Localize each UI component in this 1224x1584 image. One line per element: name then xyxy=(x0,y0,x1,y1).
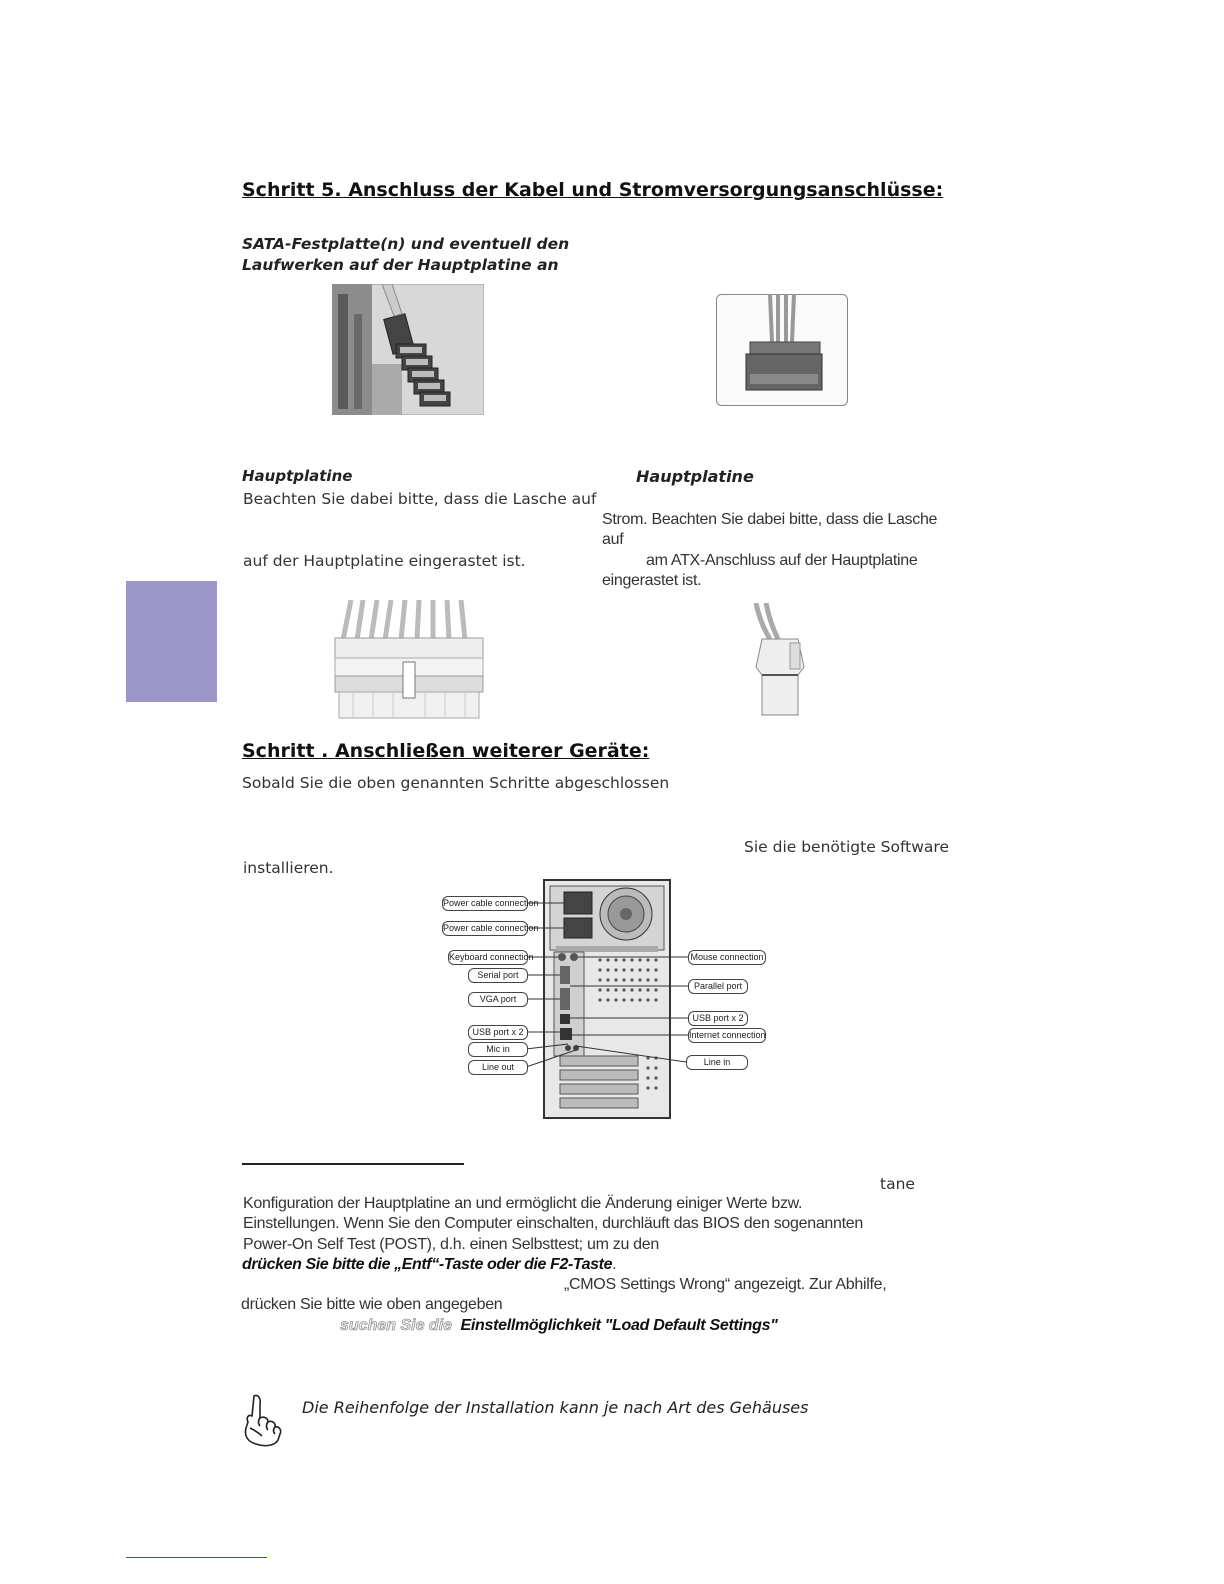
step6-text-line2: Sie die benötigte Software xyxy=(744,838,949,856)
label-internet: Internet connection xyxy=(688,1028,766,1043)
label-power-cable-1: Power cable connection xyxy=(442,896,528,911)
sata-ports-image xyxy=(332,284,484,415)
footnote-line4 xyxy=(242,1256,616,1274)
label-line-in: Line in xyxy=(686,1055,748,1070)
label-mouse: Mouse connection xyxy=(688,950,766,965)
footnote-line3: Power-On Self Test (POST), d.h. einen Selbsttest; um zu den xyxy=(243,1236,659,1253)
label-serial-port: Serial port xyxy=(468,968,528,983)
label-power-cable-2: Power cable connection xyxy=(442,921,528,936)
footnote-line4-end: . xyxy=(612,1256,617,1273)
right-text-line4: eingerastet ist. xyxy=(602,572,702,589)
footnote-line1: Konfiguration der Hauptplatine an und ermöglicht die Änderung einiger Werte bzw. xyxy=(243,1195,803,1212)
step5-title: Schritt 5. Anschluss der Kabel und Stromversorgungsanschlüsse: xyxy=(242,179,944,201)
sata-intro-line1: SATA-Festplatte(n) und eventuell den xyxy=(242,235,570,253)
label-line-out: Line out xyxy=(468,1060,528,1075)
right-heading: Hauptplatine xyxy=(636,467,754,486)
footnote-line0: tane xyxy=(880,1175,915,1193)
label-parallel-port: Parallel port xyxy=(688,979,748,994)
footnote-line5: „CMOS Settings Wrong“ angezeigt. Zur Abhilfe, xyxy=(564,1276,887,1293)
left-text-line2: auf der Hauptplatine eingerastet ist. xyxy=(243,552,526,570)
step6-title: Schritt . Anschließen weiterer Geräte: xyxy=(242,740,650,762)
label-usb-right: USB port x 2 xyxy=(688,1011,748,1026)
sata-power-connector-image xyxy=(716,294,848,406)
footnote-line2: Einstellungen. Wenn Sie den Computer einschalten, durchläuft das BIOS den sogenannten xyxy=(243,1215,863,1232)
label-usb-left: USB port x 2 xyxy=(468,1025,528,1040)
pointing-hand-icon xyxy=(240,1392,286,1448)
footnote-separator xyxy=(242,1163,464,1165)
right-text-line3: am ATX-Anschluss auf der Hauptplatine xyxy=(646,552,918,569)
atx12v-connector-image xyxy=(748,603,810,719)
right-text-line1: Strom. Beachten Sie dabei bitte, dass die Lasche xyxy=(602,511,938,528)
label-mic-in: Mic in xyxy=(468,1042,528,1057)
atx-power-connector-image xyxy=(333,600,485,720)
footnote-line7-faded: suchen Sie die xyxy=(340,1317,453,1334)
note-text: Die Reihenfolge der Installation kann je nach Art des Gehäuses xyxy=(302,1398,809,1417)
footnote-line7-setting: Einstellmöglichkeit "Load Default Settings" xyxy=(460,1317,778,1334)
footnote-line6: drücken Sie bitte wie oben angegeben xyxy=(241,1296,503,1313)
label-vga-port: VGA port xyxy=(468,992,528,1007)
right-text-line2: auf xyxy=(602,531,624,548)
sata-intro-line2: Laufwerken auf der Hauptplatine an xyxy=(242,256,559,274)
label-keyboard: Keyboard connection xyxy=(448,950,528,965)
left-heading: Hauptplatine xyxy=(242,467,353,485)
footnote-line4-key-instruction: drücken Sie bitte die „Entf“-Taste oder die F2-Taste xyxy=(242,1256,613,1273)
left-text-line1: Beachten Sie dabei bitte, dass die Lasche auf xyxy=(243,490,597,508)
step6-text-line3: installieren. xyxy=(243,859,334,877)
chapter-side-tab xyxy=(126,581,217,702)
footnote-line7 xyxy=(340,1317,777,1335)
page-footer-rule xyxy=(126,1557,267,1558)
step6-text-line1: Sobald Sie die oben genannten Schritte abgeschlossen xyxy=(242,774,670,792)
